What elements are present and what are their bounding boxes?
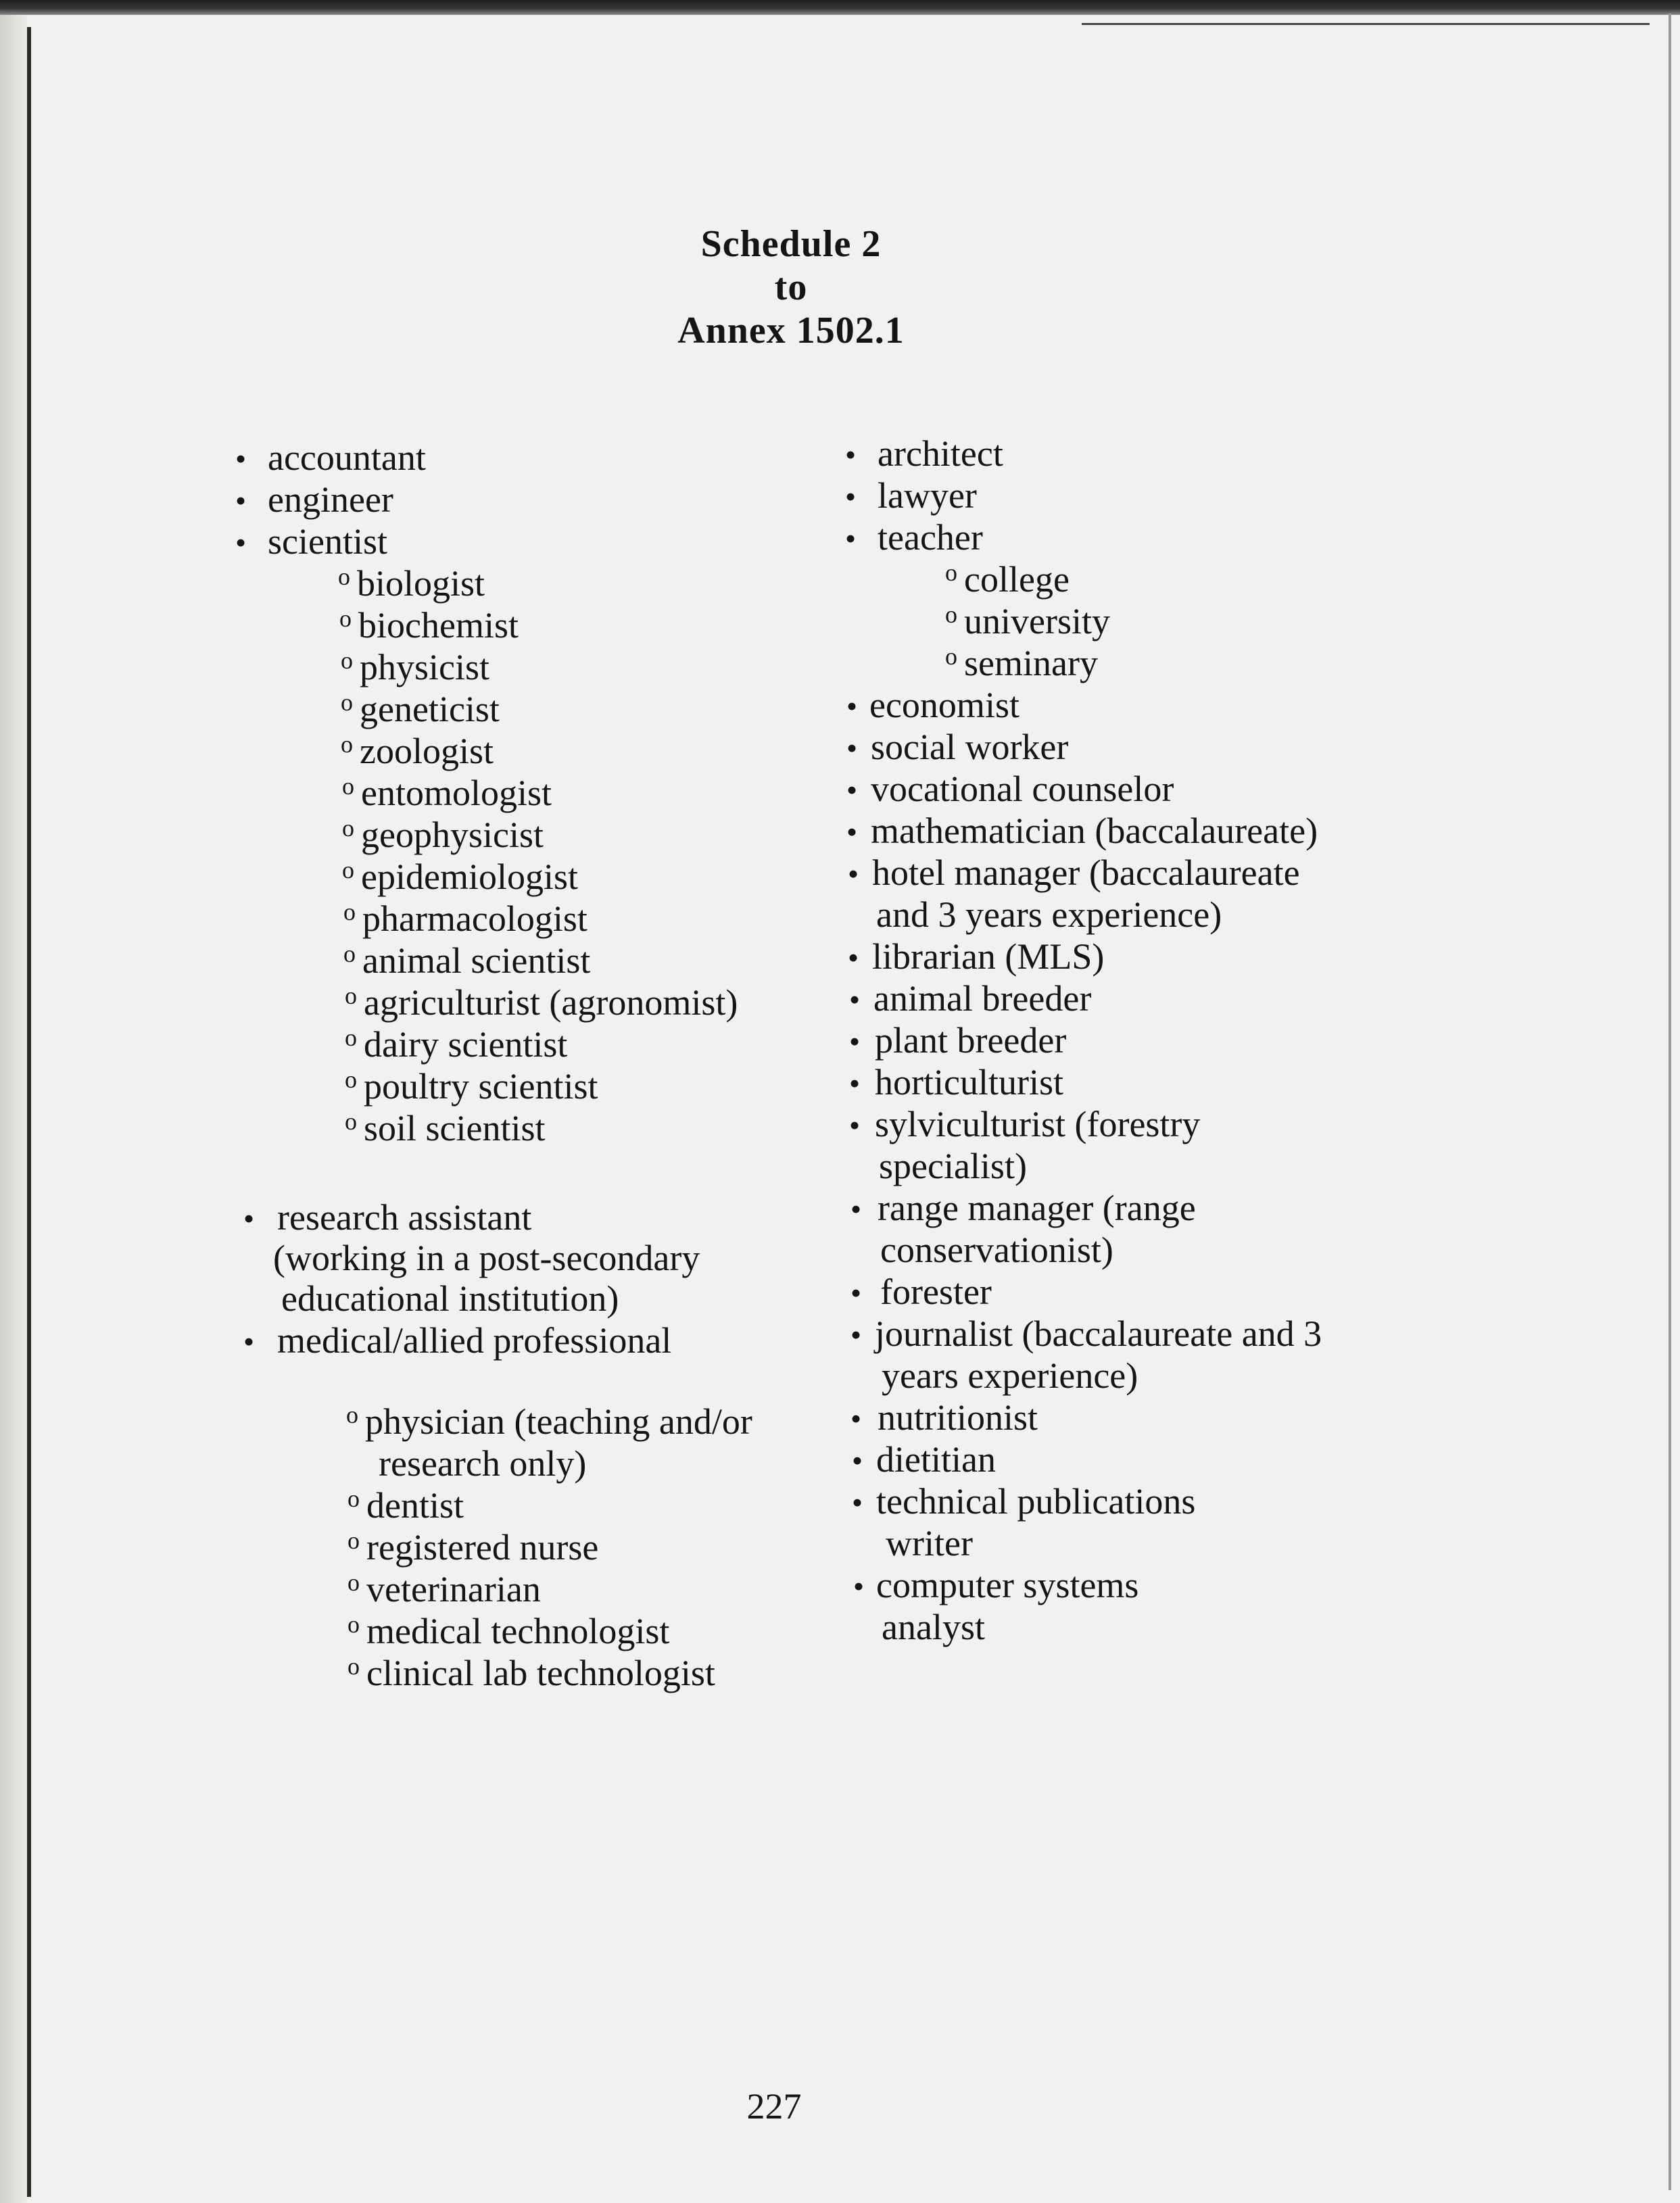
list-item: $^o$ geophysicist — [342, 815, 544, 855]
sub-bullet-icon: o — [345, 1066, 357, 1093]
bullet-icon: • — [853, 1569, 865, 1603]
bullet-icon: • — [852, 1443, 863, 1478]
list-item: $^o$ agriculturist (agronomist) — [345, 982, 738, 1023]
bullet-icon: • — [850, 1317, 862, 1352]
list-item: plant breeder — [875, 1020, 1067, 1061]
sub-bullet-icon: o — [347, 1569, 360, 1596]
list-item: $^o$ university — [945, 601, 1110, 641]
bullet-icon: • — [850, 1192, 862, 1226]
bullet-icon: • — [848, 856, 859, 891]
list-item: lawyer — [878, 475, 977, 516]
sub-bullet-icon: o — [347, 1485, 360, 1512]
list-item-continuation: writer — [886, 1523, 973, 1564]
bullet-icon: • — [850, 1401, 862, 1436]
sub-bullet-icon: o — [341, 731, 353, 758]
list-item: vocational counselor — [871, 769, 1174, 809]
list-item-continuation: years experience) — [882, 1355, 1138, 1396]
bullet-icon: • — [849, 982, 861, 1017]
list-item-continuation: analyst — [882, 1607, 985, 1647]
list-item: range manager (range — [878, 1188, 1196, 1228]
bullet-icon: • — [848, 940, 859, 975]
sub-bullet-icon: o — [345, 982, 357, 1009]
list-item: horticulturist — [875, 1062, 1063, 1103]
title-line-2: to — [774, 266, 808, 308]
bullet-icon: • — [849, 1066, 861, 1100]
bullet-icon: • — [849, 1024, 861, 1059]
bullet-icon: • — [235, 483, 247, 518]
bullet-icon: • — [850, 1276, 862, 1310]
sub-bullet-icon: o — [339, 605, 352, 632]
scan-edge-left — [27, 27, 31, 2197]
list-item-continuation: research only) — [379, 1443, 587, 1484]
list-item: $^o$ veterinarian — [347, 1569, 541, 1609]
list-item: $^o$ dairy scientist — [345, 1024, 568, 1065]
list-item-continuation: specialist) — [879, 1146, 1027, 1186]
list-item: $^o$ geneticist — [341, 689, 500, 729]
list-item: scientist — [268, 521, 387, 562]
list-item: nutritionist — [878, 1397, 1038, 1438]
list-item: $^o$ poultry scientist — [345, 1066, 598, 1107]
sub-bullet-icon: o — [342, 773, 354, 800]
list-item: $^o$ seminary — [945, 643, 1098, 683]
bullet-icon: • — [852, 1485, 863, 1520]
list-item: medical/allied professional — [277, 1320, 672, 1361]
sub-bullet-icon: o — [945, 643, 957, 670]
bullet-icon: • — [849, 1108, 861, 1142]
list-item: $^o$ biologist — [338, 563, 485, 604]
list-item: $^o$ entomologist — [342, 773, 552, 813]
bullet-icon: • — [846, 815, 858, 849]
list-item: $^o$ zoologist — [341, 731, 494, 771]
sub-bullet-icon: o — [346, 1401, 358, 1428]
list-item: sylviculturist (forestry — [875, 1104, 1201, 1144]
list-item-continuation: conservationist) — [880, 1230, 1113, 1270]
sub-bullet-icon: o — [342, 815, 354, 842]
title-line-1: Schedule 2 — [700, 223, 882, 265]
list-item: $^o$ pharmacologist — [343, 898, 587, 939]
bullet-icon: • — [845, 479, 857, 514]
sub-bullet-icon: o — [347, 1527, 360, 1554]
sub-bullet-icon: o — [341, 647, 353, 674]
bullet-icon: • — [846, 731, 858, 765]
list-item-continuation: educational institution) — [281, 1278, 619, 1319]
bullet-icon: • — [845, 521, 857, 556]
list-item: $^o$ animal scientist — [343, 940, 591, 981]
sub-bullet-icon: o — [341, 689, 353, 716]
bullet-icon: • — [243, 1201, 255, 1236]
list-item: $^o$ soil scientist — [345, 1108, 546, 1148]
list-item: $^o$ clinical lab technologist — [347, 1653, 715, 1693]
list-item: accountant — [268, 437, 426, 478]
bullet-icon: • — [846, 773, 858, 807]
sub-bullet-icon: o — [347, 1611, 360, 1638]
sub-bullet-icon: o — [345, 1108, 357, 1135]
list-item: journalist (baccalaureate and 3 — [875, 1313, 1322, 1354]
sub-bullet-icon: o — [345, 1024, 357, 1051]
list-item: social worker — [871, 727, 1069, 767]
sub-bullet-icon: o — [945, 559, 957, 586]
list-item: $^o$ dentist — [347, 1485, 464, 1526]
list-item: $^o$ epidemiologist — [342, 856, 578, 897]
bullet-icon: • — [235, 525, 247, 560]
sub-bullet-icon: o — [945, 601, 957, 628]
bullet-icon: • — [235, 441, 247, 476]
list-item: animal breeder — [873, 978, 1092, 1019]
list-item: economist — [869, 685, 1019, 725]
list-item: research assistant — [277, 1197, 532, 1238]
list-item: hotel manager (baccalaureate — [872, 852, 1300, 893]
list-item: computer systems — [876, 1565, 1139, 1605]
list-item: dietitian — [876, 1439, 996, 1480]
sub-bullet-icon: o — [343, 940, 356, 967]
list-item: $^o$ physician (teaching and/or — [346, 1401, 752, 1442]
scan-edge-right — [1669, 14, 1671, 2190]
sub-bullet-icon: o — [347, 1653, 360, 1680]
list-item: architect — [878, 433, 1003, 474]
list-item: $^o$ medical technologist — [347, 1611, 670, 1651]
list-item: mathematician (baccalaureate) — [871, 810, 1318, 851]
list-item: $^o$ registered nurse — [347, 1527, 599, 1568]
list-item: $^o$ physicist — [341, 647, 490, 687]
page-number: 227 — [746, 2086, 802, 2127]
sub-bullet-icon: o — [342, 856, 354, 883]
list-item: technical publications — [876, 1481, 1196, 1522]
bullet-icon: • — [845, 437, 857, 472]
title-line-3: Annex 1502.1 — [677, 310, 905, 352]
sub-bullet-icon: o — [338, 563, 350, 590]
bullet-icon: • — [243, 1324, 255, 1359]
list-item: $^o$ biochemist — [339, 605, 519, 646]
bullet-icon: • — [846, 689, 858, 723]
list-item: forester — [880, 1272, 992, 1312]
list-item-continuation: and 3 years experience) — [876, 894, 1222, 935]
list-item: librarian (MLS) — [872, 936, 1105, 977]
scan-edge-top — [0, 0, 1680, 15]
list-item: teacher — [878, 517, 983, 558]
list-item-continuation: (working in a post-secondary — [273, 1238, 700, 1278]
list-item: engineer — [268, 479, 393, 520]
sub-bullet-icon: o — [343, 898, 356, 925]
list-item: $^o$ college — [945, 559, 1070, 600]
scan-edge-line — [1082, 23, 1650, 25]
